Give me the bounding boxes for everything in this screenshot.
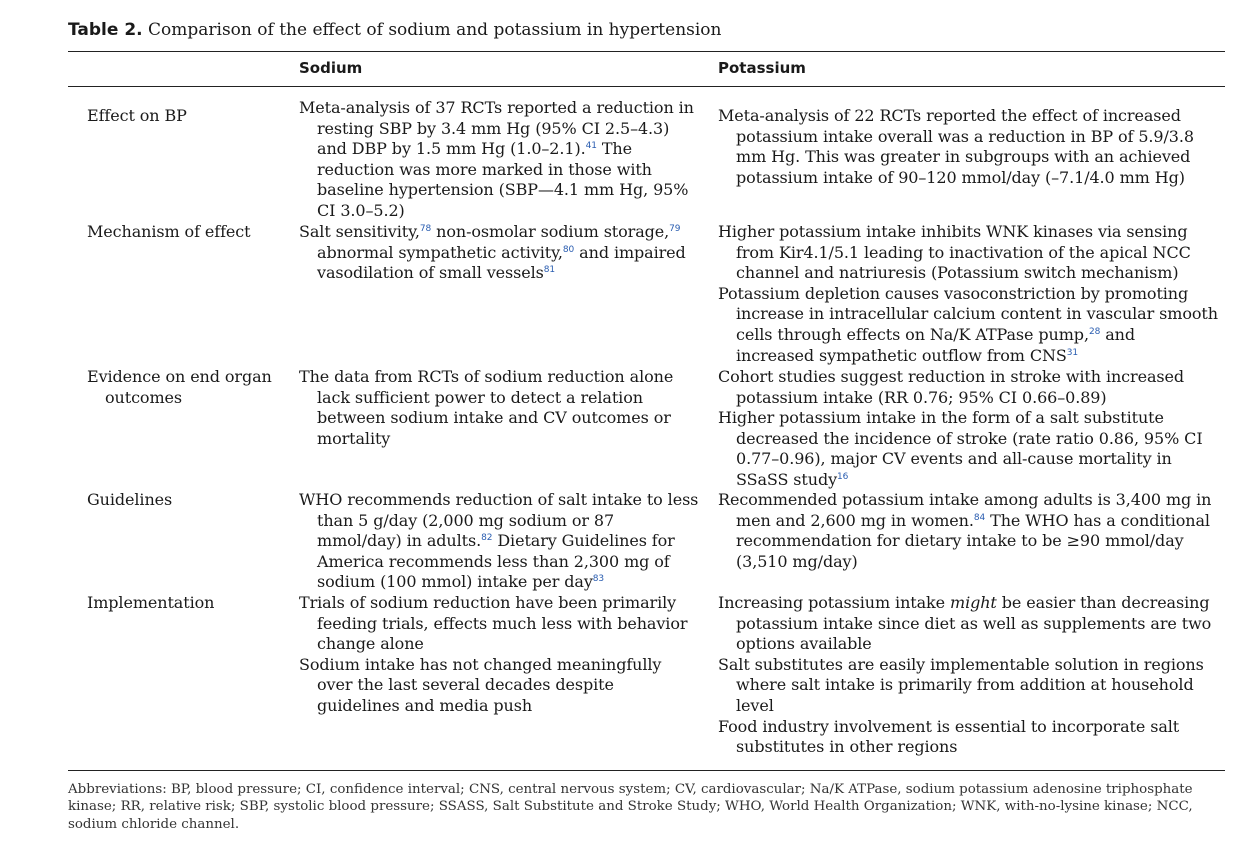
header-potassium: Potassium [718,59,806,77]
row-label-implementation: Implementation [87,593,215,612]
cell-potassium-evidence [718,367,1218,491]
cell-sodium-mechanism [299,222,699,284]
cell-sodium-guidelines [299,490,699,593]
paragraph: Higher potassium intake inhibits WNK kinases via sensing from Kir4.1/5.1 leading to inactivation of the apical NCC channel and natriuresis (Potassium switch mechanism) [718,222,1191,283]
header-rule [68,86,1225,87]
paragraph: WHO recommends reduction of salt intake to less than 5 g/day (2,000 mg sodium or 87 mmol/day) in adults.$^{82}$ Dietary Guidelines for America recommends less than 2,300 mg of sodium (100 mmol) intake per day$^{83}$ [299,490,699,592]
cell-potassium-implementation [718,593,1218,758]
header-sodium: Sodium [299,59,363,77]
table-footnote: Abbreviations: BP, blood pressure; CI, confidence interval; CNS, central nervous system; CV, cardiovascular; Na/K ATPase, sodium potassium adenosine triphosphate kinase; RR, relative risk; SBP, systolic blood pressure; SSASS, Salt Substitute and Stroke Study; WHO, World Health Organization; WNK, with-no-lysine kinase; NCC, sodium chloride channel. [68,782,1193,832]
cell-sodium-effect-on-bp [299,98,699,222]
cell-potassium-effect-on-bp [718,106,1218,188]
paragraph: Higher potassium intake in the form of a salt substitute decreased the incidence of stroke (rate ratio 0.86, 95% CI 0.77–0.96), major CV events and all-cause mortality in SSaSS study$^{16}$ [718,408,1203,489]
paragraph: Trials of sodium reduction have been primarily feeding trials, effects much less with behavior change alone [299,593,688,654]
paragraph: Potassium depletion causes vasoconstriction by promoting increase in intracellular calcium content in vascular smooth cells through effects on Na/K ATPase pump,$^{28}$ and increased sympathetic outflow from CNS$^{31}$ [718,283,1218,365]
row-label-guidelines: Guidelines [87,490,173,509]
paragraph: Salt substitutes are easily implementable solution in regions where salt intake is primarily from addition at household level [718,654,1204,715]
paragraph: Food industry involvement is essential to incorporate salt substitutes in other regions [718,716,1180,757]
cell-sodium-implementation [299,593,699,717]
paragraph: Increasing potassium intake might be easier than decreasing potassium intake since diet as well as supplements are two options available [718,593,1212,654]
row-label-evidence: Evidence on end organ outcomes [87,367,272,407]
paragraph: Meta-analysis of 37 RCTs reported a reduction in resting SBP by 3.4 mm Hg (95% CI 2.5–4.3) and DBP by 1.5 mm Hg (1.0–2.1).$^{41}$ The reduction was more marked in those with baseline hypertension (SBP—4.1 mm Hg, 95% CI 3.0–5.2) [299,98,694,220]
row-label-mechanism: Mechanism of effect [87,222,251,241]
row-label-effect-on-bp: Effect on BP [87,106,187,125]
cell-potassium-guidelines [718,490,1218,572]
paragraph: Salt sensitivity,$^{78}$ non-osmolar sodium storage,$^{79}$ abnormal sympathetic activity,$^{80}$ and impaired vasodilation of small vessels$^{81}$ [299,222,686,283]
paragraph: Meta-analysis of 22 RCTs reported the effect of increased potassium intake overall was a reduction in BP of 5.9/3.8 mm Hg. This was greater in subgroups with an achieved potassium intake of 90–120 mmol/day (–7.1/4.0 mm Hg) [718,106,1194,187]
table-title: Comparison of the effect of sodium and potassium in hypertension [148,20,722,40]
bottom-rule [68,770,1225,771]
paragraph: Recommended potassium intake among adults is 3,400 mg in men and 2,600 mg in women.$^{84}$ The WHO has a conditional recommendation for dietary intake to be ≥90 mmol/day (3,510 mg/day) [718,490,1212,571]
table-caption [68,18,722,42]
paragraph: The data from RCTs of sodium reduction alone lack sufficient power to detect a relation between sodium intake and CV outcomes or mortality [299,367,674,448]
paragraph: Sodium intake has not changed meaningfully over the last several decades despite guidelines and media push [299,654,662,715]
cell-sodium-evidence [299,367,699,449]
top-rule [68,51,1225,52]
paragraph: Cohort studies suggest reduction in stroke with increased potassium intake (RR 0.76; 95% CI 0.66–0.89) [718,367,1185,407]
table-label: Table 2. [68,20,143,40]
cell-potassium-mechanism [718,222,1218,366]
